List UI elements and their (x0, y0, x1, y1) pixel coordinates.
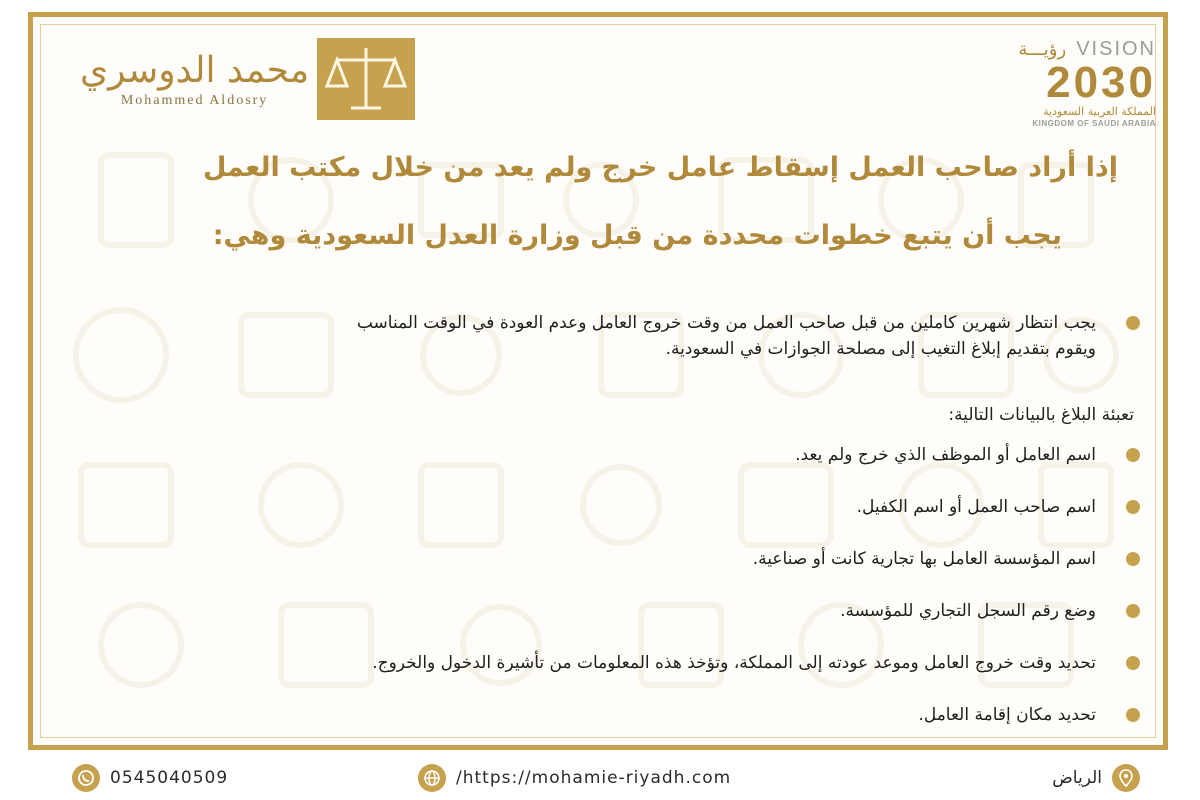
bullet-icon (1126, 316, 1140, 330)
bullet-icon (1126, 552, 1140, 566)
main-heading (60, 150, 1140, 254)
intro-item (100, 310, 1140, 362)
bullet-icon (1126, 708, 1140, 722)
bullet-icon (1126, 656, 1140, 670)
bullet-icon (1126, 604, 1140, 618)
list-item (100, 650, 1140, 676)
heading-line-2: يجب أن يتبع خطوات محددة من قبل وزارة العدل السعودية وهي: (212, 220, 1062, 251)
firm-name-english: Mohammed Aldosry (120, 93, 269, 108)
list-subheading: تعبئة البلاغ بالبيانات التالية: (948, 405, 1134, 425)
firm-logo (80, 38, 415, 120)
bullet-icon (1126, 448, 1140, 462)
location-pin-icon (1112, 764, 1140, 792)
website-url: /https://mohamie-riyadh.com (456, 768, 732, 788)
list-item-text: وضع رقم السجل التجاري للمؤسسة. (840, 601, 1096, 621)
list-item (100, 546, 1140, 572)
intro-line-2: ويقوم بتقديم إبلاغ التغيب إلى مصلحة الجوازات في السعودية. (665, 339, 1096, 359)
list-item (100, 702, 1140, 728)
list-item-text: اسم صاحب العمل أو اسم الكفيل. (856, 497, 1096, 517)
globe-icon (418, 764, 446, 792)
list-item (100, 598, 1140, 624)
vision-word: VISION (1076, 38, 1156, 60)
footer-website[interactable] (418, 764, 731, 792)
intro-line-1: يجب انتظار شهرين كاملين من قبل صاحب العمل من وقت خروج العامل وعدم العودة في الوقت المناسب (356, 313, 1096, 333)
firm-name-arabic: محمد الدوسري (80, 50, 310, 91)
vision-2030-logo (981, 38, 1156, 133)
whatsapp-icon (72, 764, 100, 792)
footer-location[interactable] (1052, 764, 1140, 792)
vision-arabic: رؤيـــة (1018, 39, 1067, 60)
vision-country-english: KINGDOM OF SAUDI ARABIA (1032, 119, 1156, 128)
firm-logo-text (80, 49, 309, 109)
footer (0, 760, 1200, 796)
footer-phone[interactable] (72, 764, 228, 792)
list-item (100, 494, 1140, 520)
vision-year: 2030 (1046, 58, 1156, 107)
list-item-text: تحديد مكان إقامة العامل. (918, 705, 1096, 725)
scales-of-justice-icon (317, 38, 415, 120)
bullet-icon (1126, 500, 1140, 514)
heading-line-1: إذا أراد صاحب العمل إسقاط عامل خرج ولم يعد من خلال مكتب العمل (202, 152, 1118, 183)
content-list (100, 310, 1140, 754)
list-item-text: اسم المؤسسة العامل بها تجارية كانت أو صناعية. (752, 549, 1096, 569)
list-item-text: تحديد وقت خروج العامل وموعد عودته إلى المملكة، وتؤخذ هذه المعلومات من تأشيرة الدخول والخروج. (372, 653, 1096, 673)
vision-country-arabic: المملكة العربية السعودية (1043, 105, 1156, 118)
location-text: الرياض (1052, 768, 1102, 788)
list-item-text: اسم العامل أو الموظف الذي خرج ولم يعد. (795, 445, 1096, 465)
list-item (100, 442, 1140, 468)
phone-number: 0545040509 (110, 768, 229, 788)
